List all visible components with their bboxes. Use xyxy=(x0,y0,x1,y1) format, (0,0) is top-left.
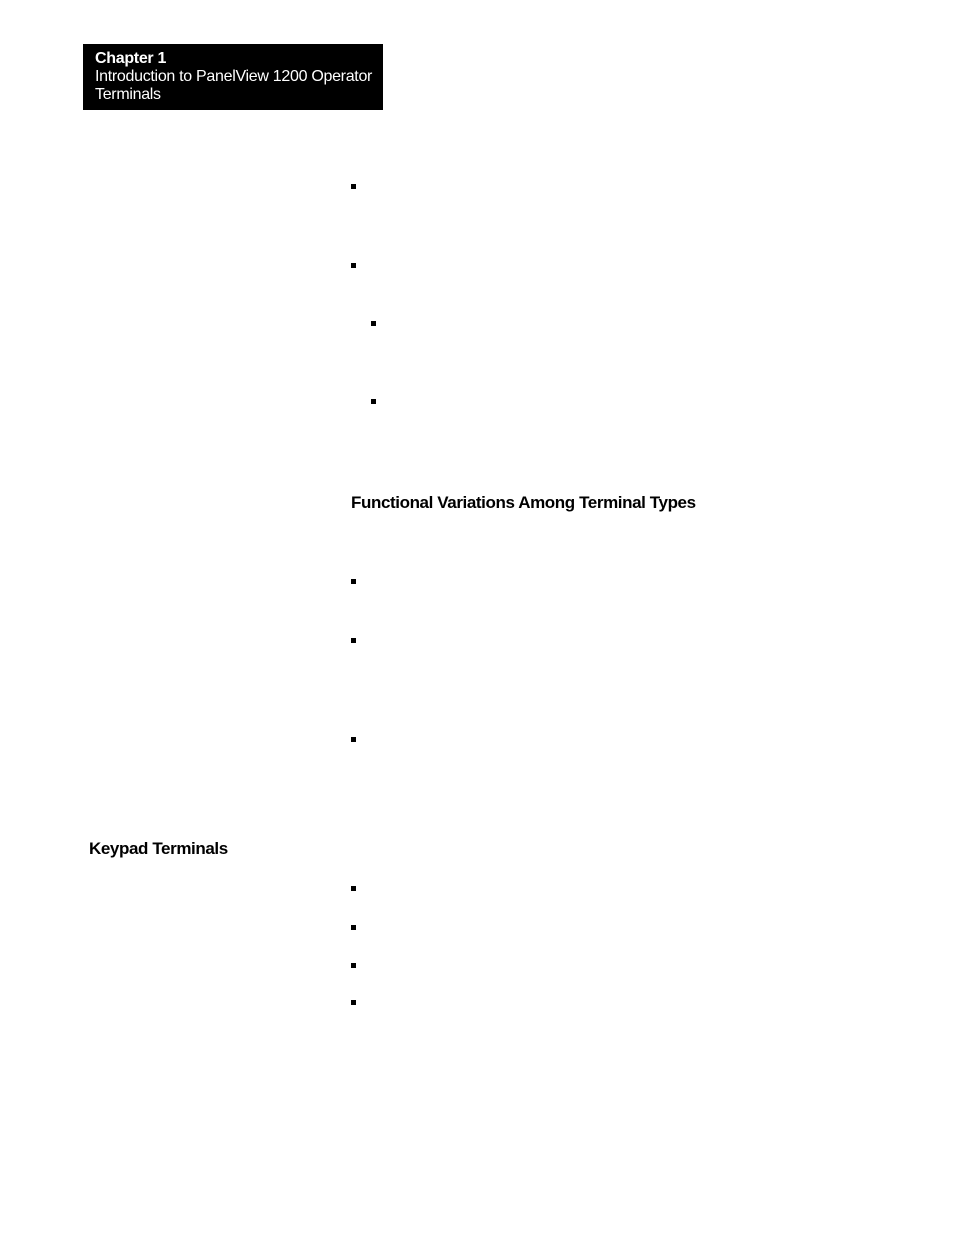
bullet-marker xyxy=(351,963,356,968)
chapter-title: Introduction to PanelView 1200 Operator Terminals xyxy=(95,68,373,103)
chapter-header xyxy=(83,44,383,110)
bullet-marker xyxy=(351,638,356,643)
bullet-marker xyxy=(351,263,356,268)
chapter-label: Chapter 1 xyxy=(95,50,167,67)
functional-variations-heading: Functional Variations Among Terminal Types xyxy=(351,493,696,512)
bullet-marker xyxy=(351,579,356,584)
bullet-marker xyxy=(351,184,356,189)
sub-bullet-marker xyxy=(371,321,376,326)
keypad-terminals-heading: Keypad Terminals xyxy=(89,839,228,858)
bullet-marker xyxy=(351,737,356,742)
sub-bullet-marker xyxy=(371,399,376,404)
bullet-marker xyxy=(351,886,356,891)
bullet-marker xyxy=(351,925,356,930)
bullet-marker xyxy=(351,1000,356,1005)
